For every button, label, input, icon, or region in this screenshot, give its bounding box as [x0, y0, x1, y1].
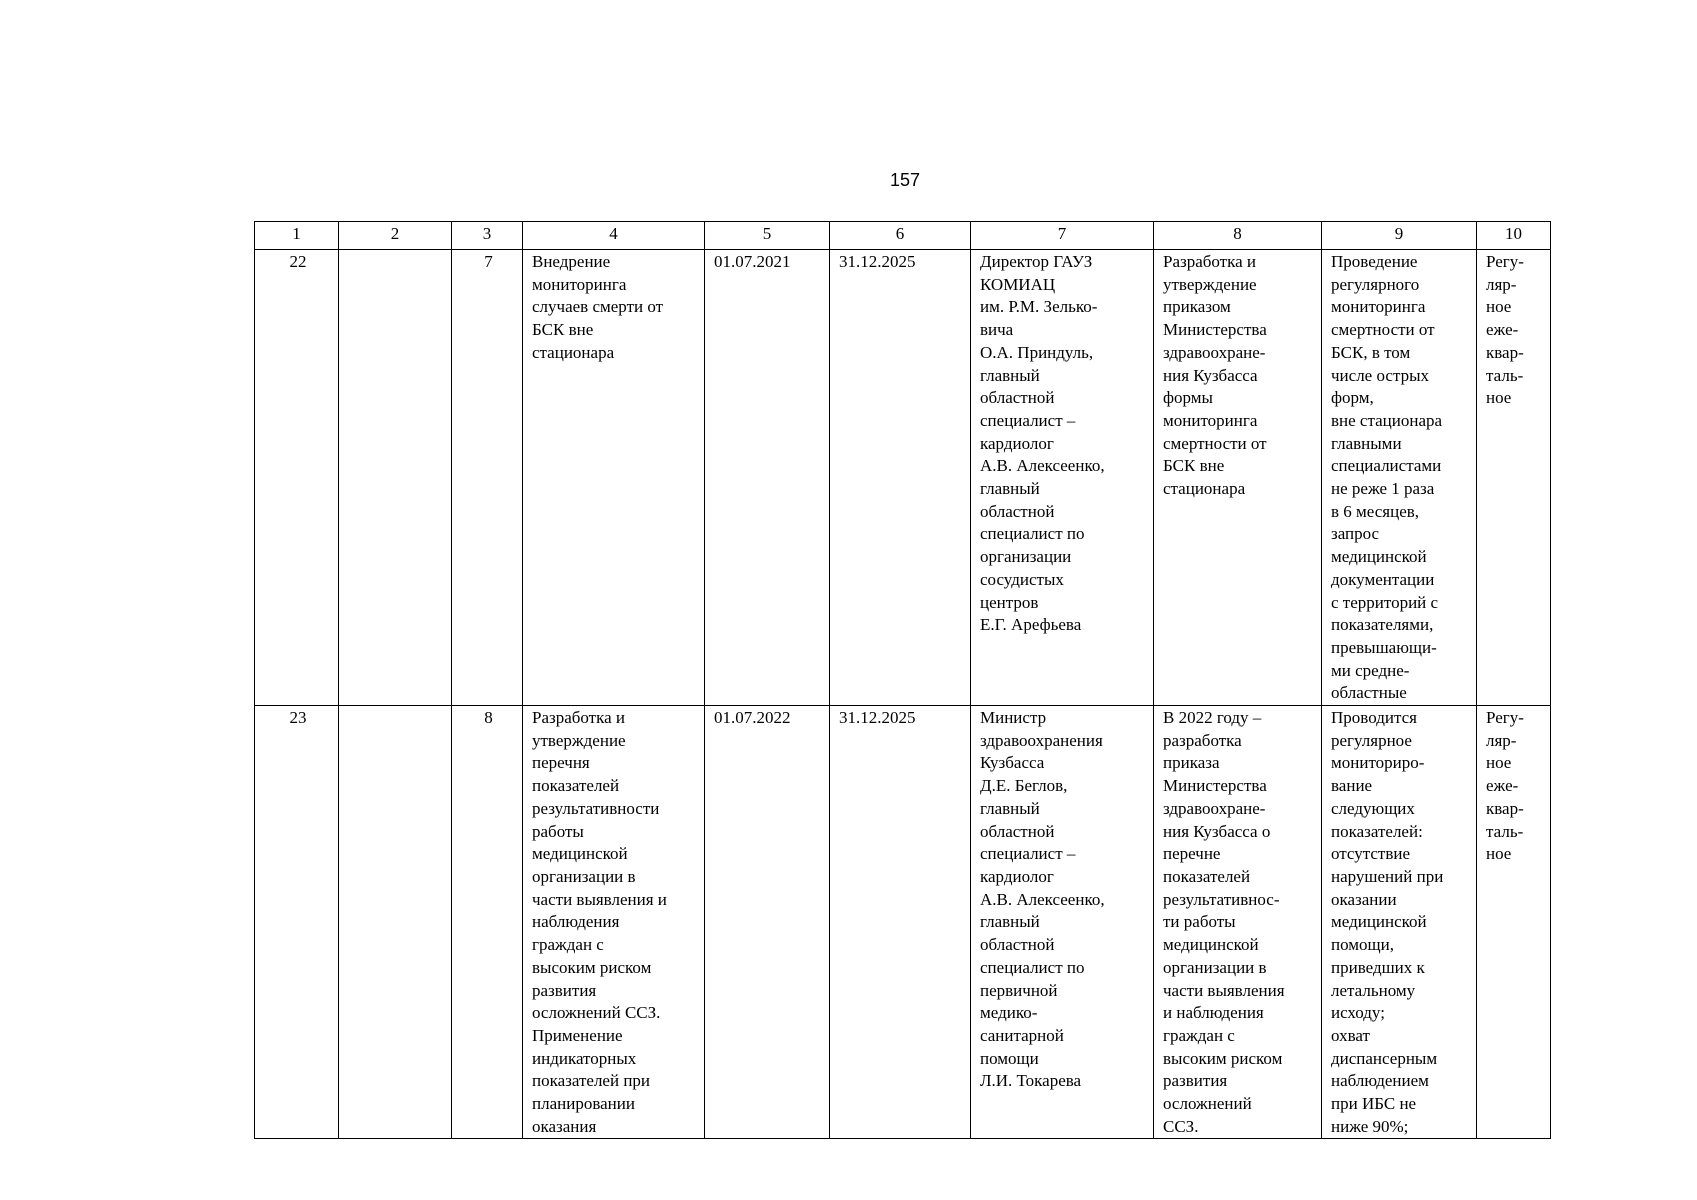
- item-number-cell: 8: [452, 706, 523, 1139]
- column-header: 8: [1154, 222, 1322, 250]
- table-cell: [339, 706, 452, 1139]
- start-date-cell: 01.07.2021: [705, 250, 830, 706]
- column-header: 7: [971, 222, 1154, 250]
- plan-table: [254, 221, 1551, 1139]
- item-number-cell: 7: [452, 250, 523, 706]
- column-header: 3: [452, 222, 523, 250]
- responsible-cell: Директор ГАУЗ КОМИАЦ им. Р.М. Зелько- вича О.А. Приндуль, главный областной специалист – кардиолог А.В. Алексеенко, главный областной специалист по организации сосудистых центров Е.Г. Арефьева: [971, 250, 1154, 706]
- measure-name-cell: Разработка и утверждение перечня показателей результативности работы медицинской организации в части выявления и наблюдения граждан с высоким риском развития осложнений ССЗ. Применение индикаторных показателей при планировании оказания: [523, 706, 705, 1139]
- table-row: [255, 250, 1551, 706]
- column-header: 2: [339, 222, 452, 250]
- table-row: [255, 706, 1551, 1139]
- column-header: 9: [1322, 222, 1477, 250]
- table-cell: [339, 250, 452, 706]
- row-number-cell: 22: [255, 250, 339, 706]
- characteristic-cell: Проведение регулярного мониторинга смертности от БСК, в том числе острых форм, вне стационара главными специалистами не реже 1 раза в 6 месяцев, запрос медицинской документации с территорий с показателями, превышающи- ми средне- областные: [1322, 250, 1477, 706]
- frequency-cell: Регу- ляр- ное еже- квар- таль- ное: [1477, 706, 1551, 1139]
- characteristic-cell: Проводится регулярное мониториро- вание следующих показателей: отсутствие нарушений при оказании медицинской помощи, приведших к летальному исходу; охват диспансерным наблюдением при ИБС не ниже 90%;: [1322, 706, 1477, 1139]
- end-date-cell: 31.12.2025: [830, 250, 971, 706]
- result-cell: В 2022 году – разработка приказа Министерства здравоохране- ния Кузбасса о перечне показателей результативнос- ти работы медицинской организации в части выявления и наблюдения граждан с высоким риском развития осложнений ССЗ.: [1154, 706, 1322, 1139]
- column-header: 1: [255, 222, 339, 250]
- page-number: 157: [889, 170, 921, 190]
- column-header: 10: [1477, 222, 1551, 250]
- row-number-cell: 23: [255, 706, 339, 1139]
- column-header: 6: [830, 222, 971, 250]
- table-header-row: [255, 222, 1551, 250]
- frequency-cell: Регу- ляр- ное еже- квар- таль- ное: [1477, 250, 1551, 706]
- column-header: 5: [705, 222, 830, 250]
- end-date-cell: 31.12.2025: [830, 706, 971, 1139]
- result-cell: Разработка и утверждение приказом Министерства здравоохране- ния Кузбасса формы мониторинга смертности от БСК вне стационара: [1154, 250, 1322, 706]
- start-date-cell: 01.07.2022: [705, 706, 830, 1139]
- measure-name-cell: Внедрение мониторинга случаев смерти от БСК вне стационара: [523, 250, 705, 706]
- responsible-cell: Министр здравоохранения Кузбасса Д.Е. Беглов, главный областной специалист – кардиолог А.В. Алексеенко, главный областной специалист по первичной медико- санитарной помощи Л.И. Токарева: [971, 706, 1154, 1139]
- column-header: 4: [523, 222, 705, 250]
